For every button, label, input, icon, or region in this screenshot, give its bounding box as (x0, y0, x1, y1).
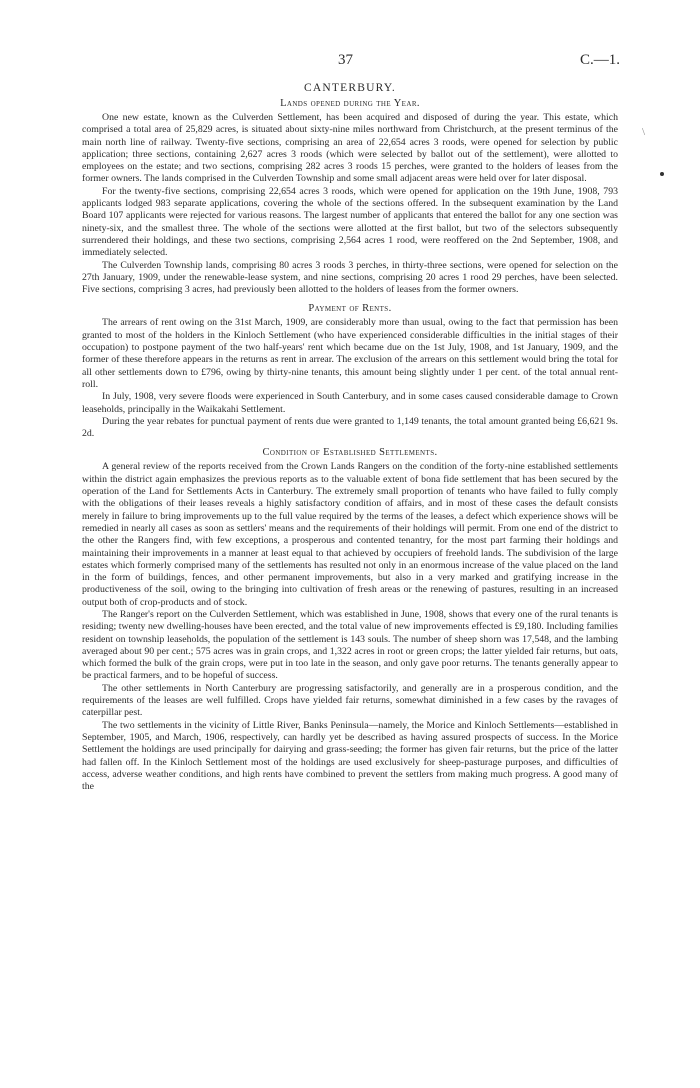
paragraph: A general review of the reports received from the Crown Lands Rangers on the condition of the forty-nine established settlements within the district again emphasizes the previous reports as to the valuable extent of bona fide settlement that has been secured by the operation of the Land for Settlements Acts in Canterbury. The extremely small proportion of tenants who have failed to fully comply with the obligations of their leases reveals a highly satisfactory condition of affairs, and in most of these cases the default consists merely in failure to bring improvements up to the full value required by the terms of the leases, a defect which experience shows will be remedied in nearly all cases as soon as settlers' means and the requirements of their holdings will permit. From one end of the district to the other the Rangers find, with few exceptions, a prosperous and contented tenantry, for the most part farming their holdings and maintaining their improvements in a manner at least equal to that achieved by occupiers of freehold lands. The subdivision of the large estates which formerly comprised many of the settlements has resulted not only in an enormous increase of the value placed on the land in the form of buildings, fences, and other permanent improvements, but also in a very marked and gratifying increase in the productiveness of the soil, owing to the bringing into cultivation of fresh areas or the renewing of pastures, resulting in an increased output both of crop-products and of stock. (82, 461, 618, 608)
section-heading-established-settlements: Condition of Established Settlements. (262, 447, 438, 459)
paragraph: During the year rebates for punctual payment of rents due were granted to 1,149 tenants, the total amount granted being £6,621 9s. 2d. (82, 415, 618, 440)
document-reference: C.—1. (579, 52, 620, 68)
page-header (0, 52, 700, 72)
document-body (82, 82, 618, 793)
section-title: CANTERBURY. (304, 82, 396, 94)
paragraph: The arrears of rent owing on the 31st March, 1909, are considerably more than usual, owing to the fact that permission has been granted to most of the holders in the Kinloch Settlement (who have experienced considerable difficulties in the initial stages of their occupation) to postpone payment of the two half-years' rent which became due on the 1st July, 1908, and 1st January, 1909, and the former of these therefore appears in the returns as rent in arrear. The exclusion of the arrears on this settlement would bring the total for all other settlements down to £796, owing by thirty-nine tenants, this amount being slightly under 1 per cent. of the total annual rent-roll. (82, 317, 618, 390)
paragraph: For the twenty-five sections, comprising 22,654 acres 3 roods, which were opened for application on the 19th June, 1908, 793 applicants lodged 983 separate applications, covering the whole of the sections offered. In the subsequent examination by the Land Board 107 applicants were rejected for various reasons. The largest number of applicants that entered the ballot for any one section was ninety-six, and the smallest three. The whole of the sections were allotted at the first ballot, but two of the selectors subsequently surrendered their holdings, and these two sections, comprising 2,564 acres 1 rood, were reoffered on the 2nd September, 1908, and immediately selected. (82, 185, 618, 259)
paragraph: The other settlements in North Canterbury are progressing satisfactorily, and generally are in a prosperous condition, and the requirements of the leases are well fulfilled. Crops have yielded fair returns, somewhat diminished in a few cases by the ravages of caterpillar pest. (82, 682, 618, 719)
paragraph: The Ranger's report on the Culverden Settlement, which was established in June, 1908, shows that every one of the rural tenants is residing; twenty new dwelling-houses have been erected, and the total value of new improvements effected is £9,180. Including families resident on township leaseholds, the population of the settlement is 143 souls. The number of sheep shorn was 17,548, and the lambing averaged about 90 per cent.; 575 acres was in grain crops, and 1,322 acres in root or green crops; the latter yielded fair returns, but oats, which formed the bulk of the grain crops, were put in too late in the season, and only gave poor returns. The tenants generally appear to be practical farmers, and to be hopeful of success. (82, 608, 618, 682)
paragraph: In July, 1908, very severe floods were experienced in South Canterbury, and in some cases caused considerable damage to Crown leaseholds, principally in the Waikakahi Settlement. (82, 391, 618, 415)
paragraph: The Culverden Township lands, comprising 80 acres 3 roods 3 perches, in thirty-three sections, were opened for selection on the 27th January, 1909, under the renewable-lease system, and nine sections, comprising 20 acres 1 rood 29 perches, have been selected. Five sections, comprising 3 acres, had previously been allotted to the holders of leases from the former owners. (82, 259, 618, 296)
margin-mark: \ (642, 126, 646, 138)
paragraph: The two settlements in the vicinity of Little River, Banks Peninsula—namely, the Morice and Kinloch Settlements—established in September, 1905, and March, 1906, respectively, can hardly yet be described as having assured prospects of success. In the Morice Settlement the holdings are used principally for dairying and grass-seeding; the former has given fair returns, but the price of the latter had fallen off. In the Kinloch Settlement most of the holdings are used exclusively for sheep-pasturage purposes, and difficulties of access, adverse weather conditions, and high rents have combined to prevent the settlers from making much progress. A good many of the (82, 719, 618, 793)
section-heading-lands-opened: Lands opened during the Year. (280, 98, 420, 109)
section-heading-payment-of-rents: Payment of Rents. (308, 303, 392, 315)
margin-dot (660, 172, 664, 176)
paragraph: One new estate, known as the Culverden Settlement, has been acquired and disposed of during the year. This estate, which comprised a total area of 25,829 acres, is situated about sixty-nine miles northward from Christchurch, at the present terminus of the main north line of railway. Twenty-five sections, comprising an area of 22,654 acres 3 roods, were opened for selection by public application; three sections, containing 2,627 acres 3 roods (which were selected by ballot out of the settlement), were allotted to employees on the estate; and two sections, comprising 282 acres 3 roods 15 perches, were granted to the holders of leases from the former owners. The lands comprised in the Culverden Township and some small adjacent areas were held over for later disposal. (82, 112, 618, 185)
page-number: 37 (338, 52, 353, 68)
